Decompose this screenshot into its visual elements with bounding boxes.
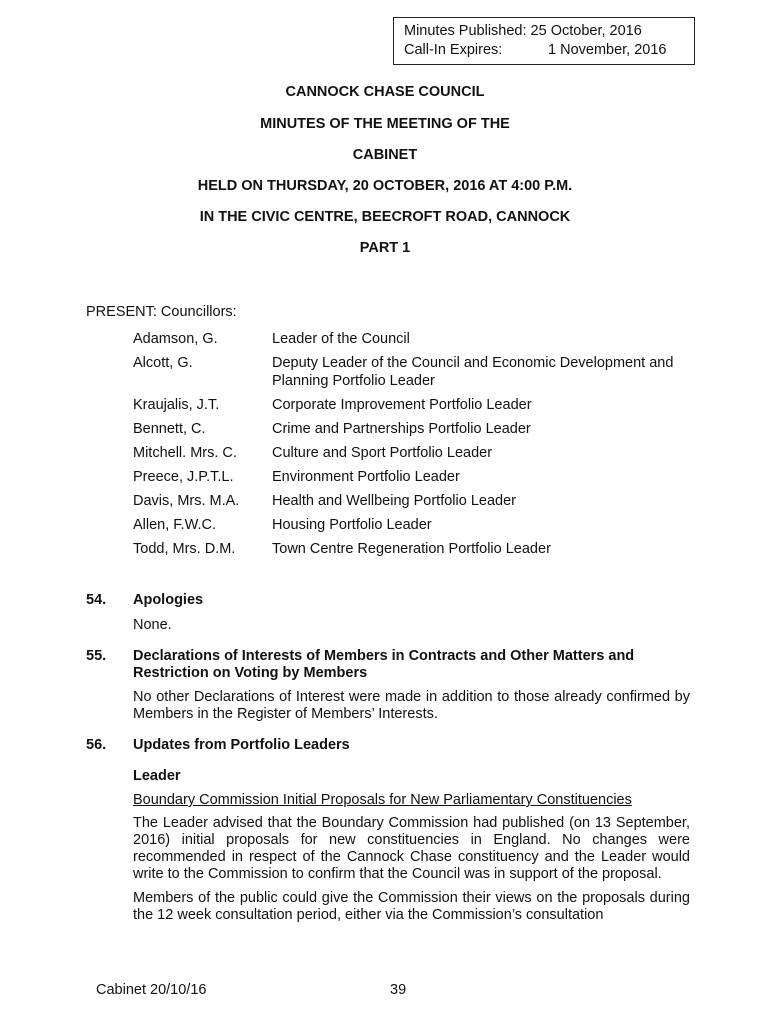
member-name: Mitchell. Mrs. C. xyxy=(133,445,237,461)
topic-heading: Boundary Commission Initial Proposals for New Parliamentary Constituencies xyxy=(133,792,632,808)
member-name: Bennett, C. xyxy=(133,421,206,437)
member-name: Todd, Mrs. D.M. xyxy=(133,541,236,557)
publication-info-box xyxy=(393,17,695,65)
part-label: PART 1 xyxy=(359,240,411,256)
member-role: Housing Portfolio Leader xyxy=(272,517,432,533)
member-row xyxy=(133,516,693,534)
member-role: Culture and Sport Portfolio Leader xyxy=(272,445,493,461)
member-row xyxy=(133,540,693,558)
minute-item-56 xyxy=(86,737,690,924)
member-row xyxy=(133,396,693,414)
present-label: PRESENT: Councillors: xyxy=(86,304,237,320)
member-row xyxy=(133,354,693,390)
footer-meeting-ref: Cabinet 20/10/16 xyxy=(96,982,207,998)
minutes-heading: MINUTES OF THE MEETING OF THE xyxy=(260,116,510,132)
minute-item-54 xyxy=(86,592,690,634)
member-row xyxy=(133,330,693,348)
item-number: 54. xyxy=(86,592,107,608)
item-number: 56. xyxy=(86,737,107,753)
item-title: Apologies xyxy=(133,592,204,608)
member-role: Corporate Improvement Portfolio Leader xyxy=(272,397,532,413)
member-name: Adamson, G. xyxy=(133,331,218,347)
members-list xyxy=(133,330,693,564)
member-role: Health and Wellbeing Portfolio Leader xyxy=(272,493,516,509)
item-text: None. xyxy=(133,617,172,633)
member-role: Leader of the Council xyxy=(272,331,410,347)
member-role: Crime and Partnerships Portfolio Leader xyxy=(272,421,531,437)
member-name: Davis, Mrs. M.A. xyxy=(133,493,240,509)
page-number: 39 xyxy=(390,982,407,998)
member-row xyxy=(133,492,693,510)
paragraph: The Leader advised that the Boundary Commission had published (on 13 September, 2016) initial proposals for new constituencies in England. No changes were recommended in respect of the Cannock Chase constituency and the Leader would write to the Commission to confirm that the Council was in support of the proposal. xyxy=(133,815,690,882)
council-name: CANNOCK CHASE COUNCIL xyxy=(285,84,485,100)
member-role: Deputy Leader of the Council and Economic Development and Planning Portfolio Leader xyxy=(272,355,674,389)
meeting-venue: IN THE CIVIC CENTRE, BEECROFT ROAD, CANNOCK xyxy=(199,209,571,225)
member-row xyxy=(133,444,693,462)
meeting-date: HELD ON THURSDAY, 20 OCTOBER, 2016 AT 4:00 P.M. xyxy=(197,178,573,194)
item-text: No other Declarations of Interest were made in addition to those already confirmed by Members in the Register of Members’ Interests. xyxy=(133,689,690,722)
member-role: Town Centre Regeneration Portfolio Leader xyxy=(272,541,551,557)
item-title: Declarations of Interests of Members in Contracts and Other Matters and Restriction on Voting by Members xyxy=(133,648,635,681)
committee-name: CABINET xyxy=(352,147,418,163)
subheading-leader: Leader xyxy=(133,768,181,784)
member-role: Environment Portfolio Leader xyxy=(272,469,460,485)
member-name: Preece, J.P.T.L. xyxy=(133,469,234,485)
minutes-published: Minutes Published: 25 October, 2016 xyxy=(404,23,642,39)
member-row xyxy=(133,468,693,486)
minute-item-55 xyxy=(86,648,690,723)
call-in-label: Call-In Expires: xyxy=(404,42,503,58)
member-name: Alcott, G. xyxy=(133,355,193,371)
call-in-row xyxy=(404,41,684,60)
item-title: Updates from Portfolio Leaders xyxy=(133,737,350,753)
member-row xyxy=(133,420,693,438)
member-name: Kraujalis, J.T. xyxy=(133,397,220,413)
member-name: Allen, F.W.C. xyxy=(133,517,216,533)
call-in-date: 1 November, 2016 xyxy=(548,42,667,58)
paragraph: Members of the public could give the Commission their views on the proposals during the 12 week consultation period, either via the Commission’s consultation xyxy=(133,890,690,923)
item-number: 55. xyxy=(86,648,107,664)
